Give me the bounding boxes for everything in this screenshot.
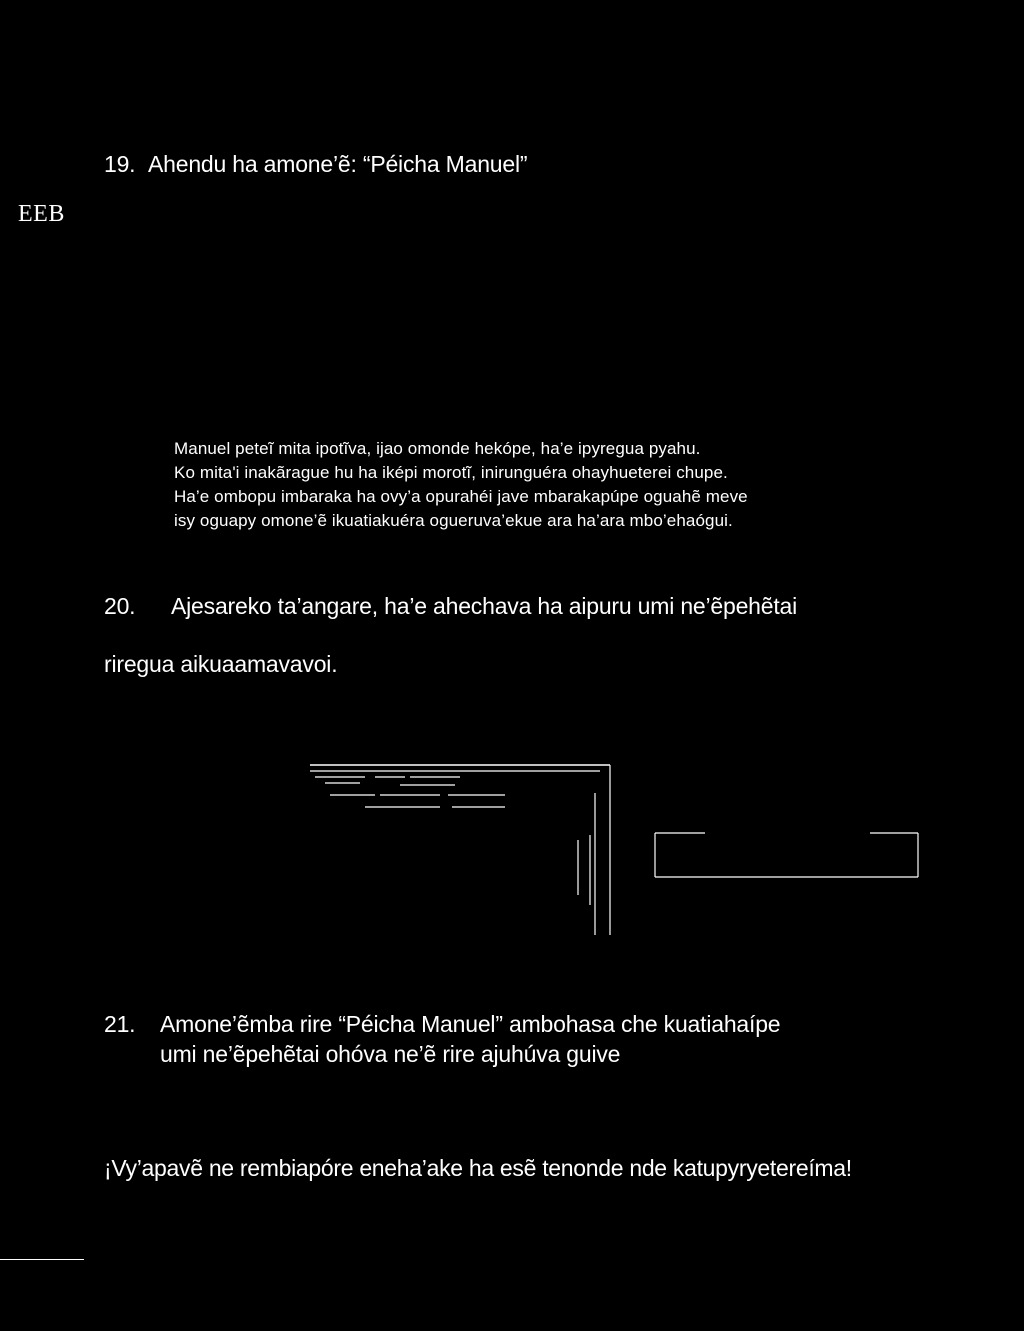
paragraph-line: Ha’e ombopu imbaraka ha ovy’a opurahéi jave mbarakapúpe oguahẽ meve (174, 487, 748, 506)
question-20-text-line1: Ajesareko ta’angare, ha’e ahechava ha aipuru umi ne’ẽpehẽtai (171, 593, 798, 619)
faint-line-drawing (300, 755, 930, 945)
question-21-text-line1: Amone’ẽmba rire “Péicha Manuel” ambohasa che kuatiahaípe (160, 1011, 781, 1037)
question-19-text: Ahendu ha amone’ẽ: “Péicha Manuel” (148, 151, 528, 177)
paragraph-line: Ko mita'i inakãrague hu ha iképi morotĩ, inirunguéra ohayhueterei chupe. (174, 463, 728, 482)
question-19-number: 19. (104, 151, 136, 177)
footer-rule (0, 1259, 84, 1260)
question-21-text-line2: umi ne’ẽpehẽtai ohóva ne’ẽ rire ajuhúva guive (160, 1041, 621, 1067)
question-21-number: 21. (104, 1011, 136, 1037)
question-21-heading (104, 1010, 780, 1038)
side-label: EEB (18, 201, 65, 227)
paragraph-line: isy oguapy omone’ẽ ikuatiakuéra ogueruva’ekue ara ha’ara mbo’ehaógui. (174, 511, 733, 530)
question-20-number: 20. (104, 593, 136, 619)
question-20-heading (104, 592, 797, 620)
question-19-heading (104, 150, 527, 178)
question-20-text-line2: riregua aikuaamavavoi. (104, 651, 338, 677)
closing-message: ¡Vy’apavẽ ne rembiapóre eneha’ake ha esẽ tenonde nde katupyryetereíma! (104, 1155, 852, 1181)
paragraph-line: Manuel peteĩ mita ipotĩva, ijao omonde hekópe, ha’e ipyregua pyahu. (174, 439, 701, 458)
reading-paragraph (174, 437, 934, 533)
